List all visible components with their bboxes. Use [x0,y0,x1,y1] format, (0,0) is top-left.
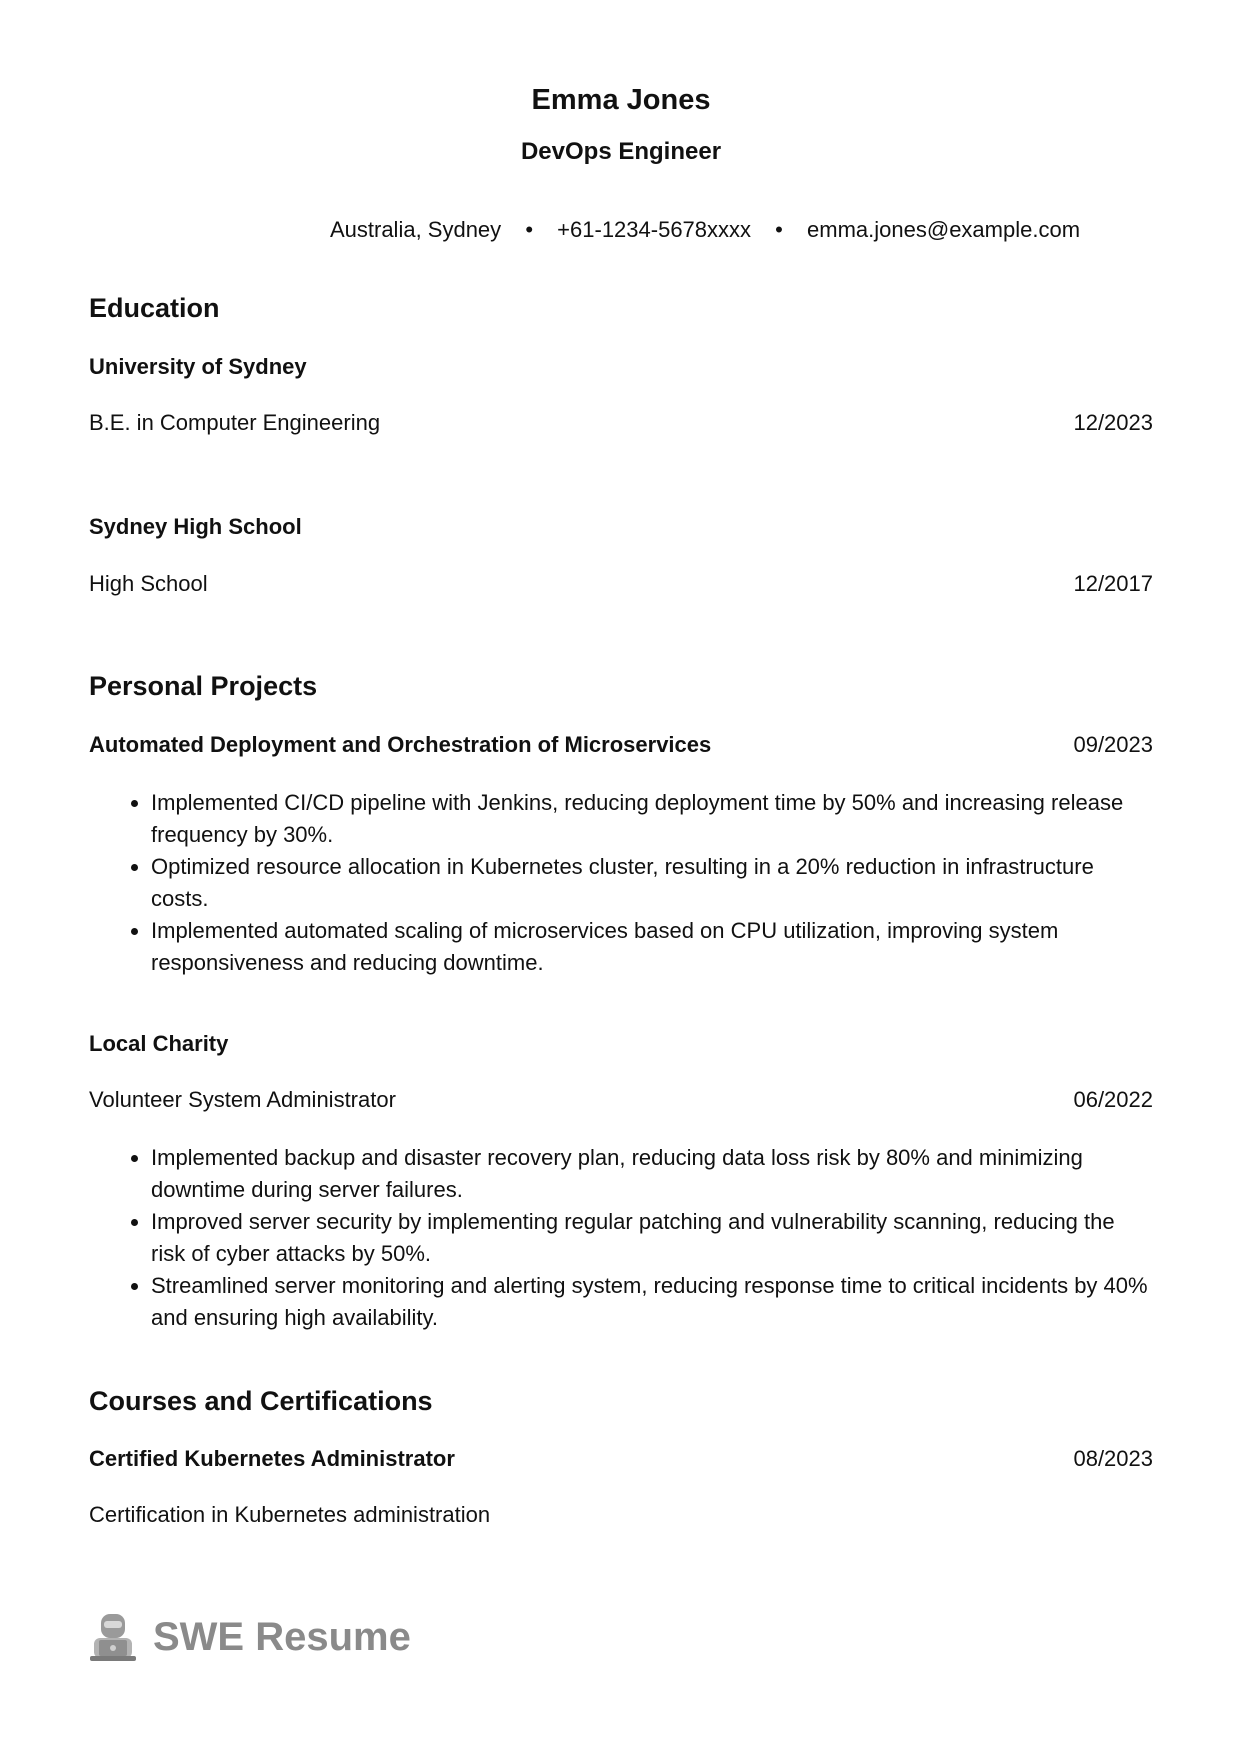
project-name: Local Charity [89,1031,229,1056]
education-entry-detail [89,410,1153,436]
bullet-item: • Improved server security by implementing regular patching and vulnerability scanning, reducing the risk of cyber attacks by 50%. [151,1206,1153,1270]
project-entry-detail [89,1087,1153,1113]
education-entry-institution [89,514,1153,540]
education-heading: Education [89,293,220,323]
education-entry-detail [89,571,1153,597]
degree: High School [89,571,208,596]
person-at-laptop-icon [89,1612,137,1662]
education-date: 12/2023 [1073,410,1153,435]
brand-name: SWE Resume [153,1614,411,1659]
project-bullets [89,1142,1153,1334]
contact-location: Australia, Sydney [329,217,502,242]
project-role: Volunteer System Administrator [89,1087,396,1112]
contact-line [250,217,1160,243]
bullet-item: • Implemented automated scaling of microservices based on CPU utilization, improving system responsiveness and reducing downtime. [151,915,1153,979]
bullet-item: • Optimized resource allocation in Kubernetes cluster, resulting in a 20% reduction in infrastructure costs. [151,851,1153,915]
bullet-item: • Streamlined server monitoring and alerting system, reducing response time to critical incidents by 40% and ensuring high availability. [151,1270,1153,1334]
project-bullets [89,787,1153,979]
contact-email[interactable]: emma.jones@example.com [807,217,1081,242]
institution-name: University of Sydney [89,354,307,379]
project-name: Automated Deployment and Orchestration of Microservices [89,732,712,757]
candidate-title: DevOps Engineer [520,138,722,165]
project-date: 06/2022 [1073,1087,1153,1112]
course-entry-detail [89,1502,1153,1528]
project-entry-header [89,1031,1153,1057]
contact-separator: • [775,217,783,242]
education-date: 12/2017 [1073,571,1153,596]
contact-phone[interactable]: +61-1234-5678xxxx [557,217,752,242]
project-entry-header [89,732,1153,758]
education-entry-institution [89,354,1153,380]
courses-heading: Courses and Certifications [89,1386,433,1416]
contact-separator: • [525,217,534,242]
candidate-name: Emma Jones [531,84,711,116]
course-entry-header [89,1446,1153,1472]
course-name: Certified Kubernetes Administrator [89,1446,455,1471]
degree: B.E. in Computer Engineering [89,410,381,435]
institution-name: Sydney High School [89,514,302,539]
footer-brand [89,1612,411,1662]
project-date: 09/2023 [1073,732,1153,757]
course-description: Certification in Kubernetes administration [89,1502,491,1527]
course-date: 08/2023 [1073,1446,1153,1471]
bullet-item: • Implemented CI/CD pipeline with Jenkins, reducing deployment time by 50% and increasing release frequency by 30%. [151,787,1153,851]
bullet-item: • Implemented backup and disaster recovery plan, reducing data loss risk by 80% and minimizing downtime during server failures. [151,1142,1153,1206]
projects-heading: Personal Projects [89,671,318,701]
